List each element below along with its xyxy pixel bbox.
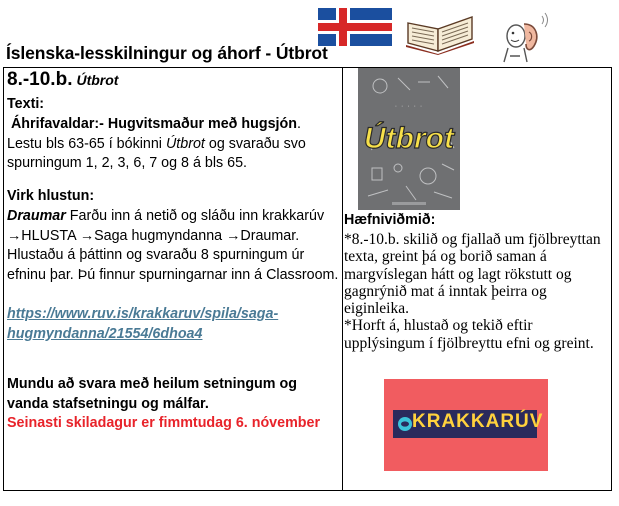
document-title: Íslenska-lesskilningur og áhorf - Útbrot (6, 43, 328, 63)
icelandic-flag-icon (318, 8, 392, 46)
listening-ear-icon (496, 6, 548, 66)
ruv-eye-icon (397, 416, 413, 432)
reading-instructions (7, 115, 337, 174)
cover-title: Útbrot (364, 122, 454, 155)
goals-heading: Hæfniviðmið: (344, 212, 436, 228)
open-book-icon (404, 7, 476, 55)
reading-text-part1: . Lestu bls 63-65 í bókinni (7, 116, 301, 152)
listening-episode-name: Draumar (7, 208, 66, 224)
column-divider (342, 67, 343, 491)
reading-heading: Texti: (7, 96, 45, 112)
svg-text:· · · · ·: · · · · · (394, 103, 424, 110)
deadline-notice: Seinasti skiladagur er fimmtudag 6. nóvember (7, 415, 321, 431)
listening-body: Farðu inn á netið og sláðu inn krakkarúv →HLUSTA →Saga hugmyndanna →Draumar. Hlustaðu á þáttinn og svaraðu 8 spurningum úr efninu þar. Þú finnur spurningarnar inn á Classroom. (7, 208, 339, 283)
grade-book-name: Útbrot (76, 72, 119, 88)
book-cover-image (358, 68, 460, 210)
reading-topic: Áhrifavaldar:- Hugvitsmaður með hugsjón (10, 116, 297, 132)
reading-text-part2: og svaraðu svo spurningum 1, 2, 3, 6, 7 og 8 á bls 65. (7, 135, 306, 172)
answer-instruction: Mundu að svara með heilum setningum og vanda stafsetningu og málfar. (7, 376, 297, 412)
reading-book-name: Útbrot (165, 135, 205, 152)
grade-heading (7, 69, 118, 91)
listening-instructions (7, 207, 339, 285)
episode-link[interactable]: https://www.ruv.is/krakkaruv/spila/saga-hugmyndanna/21554/6dhoa4 (7, 306, 279, 342)
listening-heading: Virk hlustun: (7, 188, 95, 204)
goals-text: *8.-10.b. skilið og fjallað um fjölbreyttan texta, greint þá og borið saman á margvíslegan hátt og lagt rökstutt og gagnrýnið mat á inntak þeirra og eiginleika. *Horft á, hlustað og tekið eftir upplýsingum í fjölbreyttu efni og greint. (344, 231, 601, 352)
krakkaruv-logo-text: KRAKKARÚV (412, 411, 544, 432)
grade-label: 8.-10.b. (7, 69, 73, 90)
